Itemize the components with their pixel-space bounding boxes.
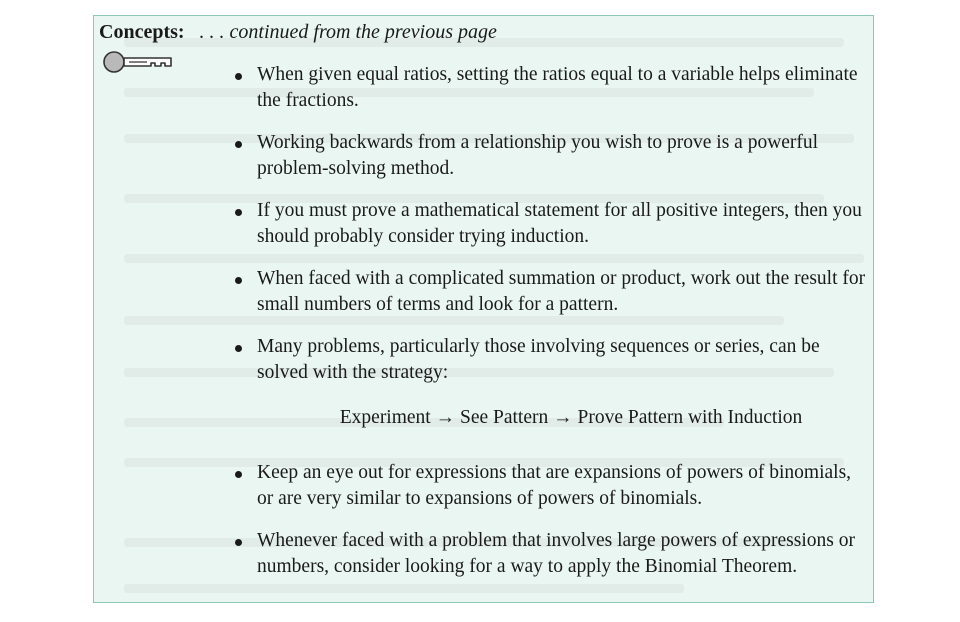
bullet-dot	[235, 539, 242, 546]
bullet-dot	[235, 73, 242, 80]
bullet-text: Working backwards from a relationship you wish to prove is a powerful problem-solving method.	[257, 132, 819, 179]
bullet-text: If you must prove a mathematical statement for all positive integers, then you should probably consider trying induction.	[257, 200, 862, 247]
bullet-dot	[235, 141, 242, 148]
bullet-dot	[235, 345, 242, 352]
concepts-header	[99, 20, 497, 44]
list-item	[229, 528, 869, 580]
bullet-dot	[235, 471, 242, 478]
strategy-line: Experiment → See Pattern → Prove Pattern with Induction	[339, 407, 803, 428]
concepts-label: Concepts:	[99, 21, 185, 43]
list-item	[229, 334, 869, 386]
key-icon	[101, 50, 173, 74]
bullet-dot	[235, 277, 242, 284]
list-item	[229, 130, 869, 182]
bullet-dot	[235, 209, 242, 216]
list-item	[229, 198, 869, 250]
list-item	[229, 62, 869, 114]
list-item	[229, 266, 869, 318]
bullet-text: When given equal ratios, setting the ratios equal to a variable helps eliminate the fractions.	[257, 64, 858, 111]
bullet-text: Whenever faced with a problem that involves large powers of expressions or numbers, consider looking for a way to apply the Binomial Theorem.	[257, 530, 855, 577]
concepts-box	[93, 15, 874, 603]
bullet-text: Many problems, particularly those involving sequences or series, can be solved with the strategy:	[257, 336, 820, 383]
bullet-text: Keep an eye out for expressions that are expansions of powers of binomials, or are very similar to expansions of powers of binomials.	[257, 462, 852, 509]
continued-note: . . . continued from the previous page	[199, 21, 497, 43]
bullet-text: When faced with a complicated summation or product, work out the result for small numbers of terms and look for a pattern.	[257, 268, 866, 315]
list-item	[229, 460, 869, 512]
